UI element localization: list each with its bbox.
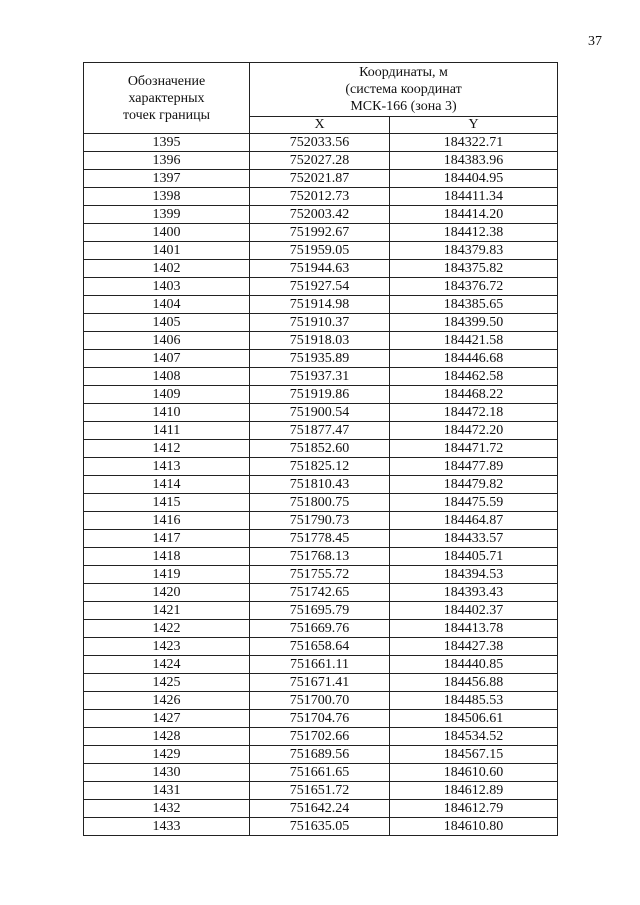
table-row	[84, 782, 558, 800]
point-number-cell: 1432	[84, 800, 250, 818]
x-coordinate-cell: 751877.47	[250, 422, 390, 440]
x-coordinate-cell: 751959.05	[250, 242, 390, 260]
x-coordinate-cell: 751669.76	[250, 620, 390, 638]
point-number-cell: 1403	[84, 278, 250, 296]
x-coordinate-cell: 751800.75	[250, 494, 390, 512]
x-coordinate-cell: 751927.54	[250, 278, 390, 296]
point-number-cell: 1431	[84, 782, 250, 800]
y-coordinate-cell: 184440.85	[390, 656, 558, 674]
x-coordinate-cell: 751900.54	[250, 404, 390, 422]
y-coordinate-cell: 184612.79	[390, 800, 558, 818]
point-number-cell: 1425	[84, 674, 250, 692]
x-coordinate-cell: 751704.76	[250, 710, 390, 728]
x-coordinate-cell: 751944.63	[250, 260, 390, 278]
y-coordinate-cell: 184427.38	[390, 638, 558, 656]
point-number-cell: 1400	[84, 224, 250, 242]
y-coordinate-cell: 184485.53	[390, 692, 558, 710]
point-number-cell: 1414	[84, 476, 250, 494]
point-number-cell: 1423	[84, 638, 250, 656]
x-coordinate-cell: 751642.24	[250, 800, 390, 818]
table-row	[84, 692, 558, 710]
table-row	[84, 620, 558, 638]
table-row	[84, 746, 558, 764]
point-number-cell: 1409	[84, 386, 250, 404]
x-coordinate-cell: 751852.60	[250, 440, 390, 458]
table-row	[84, 656, 558, 674]
x-coordinate-cell: 751937.31	[250, 368, 390, 386]
header-row-top	[84, 63, 558, 117]
x-coordinate-cell: 751702.66	[250, 728, 390, 746]
point-number-cell: 1413	[84, 458, 250, 476]
y-coordinate-cell: 184472.20	[390, 422, 558, 440]
table-row	[84, 548, 558, 566]
y-coordinate-cell: 184506.61	[390, 710, 558, 728]
point-number-cell: 1405	[84, 314, 250, 332]
x-coordinate-cell: 752012.73	[250, 188, 390, 206]
table-row	[84, 350, 558, 368]
y-coordinate-cell: 184567.15	[390, 746, 558, 764]
point-number-cell: 1427	[84, 710, 250, 728]
table-row	[84, 188, 558, 206]
table-row	[84, 584, 558, 602]
y-coordinate-cell: 184413.78	[390, 620, 558, 638]
table-row	[84, 296, 558, 314]
y-coordinate-cell: 184421.58	[390, 332, 558, 350]
table-row	[84, 386, 558, 404]
x-coordinate-cell: 751695.79	[250, 602, 390, 620]
coordinates-table-container	[83, 62, 557, 836]
x-coordinate-cell: 752027.28	[250, 152, 390, 170]
table-row	[84, 314, 558, 332]
x-coordinate-cell: 751778.45	[250, 530, 390, 548]
table-row	[84, 440, 558, 458]
header-coordinates: Координаты, м (система координат МСК-166 (зона 3)	[250, 63, 558, 117]
point-number-cell: 1408	[84, 368, 250, 386]
table-row	[84, 494, 558, 512]
y-coordinate-cell: 184464.87	[390, 512, 558, 530]
table-row	[84, 422, 558, 440]
table-row	[84, 404, 558, 422]
x-coordinate-cell: 751919.86	[250, 386, 390, 404]
table-row	[84, 260, 558, 278]
y-coordinate-cell: 184376.72	[390, 278, 558, 296]
table-row	[84, 332, 558, 350]
x-coordinate-cell: 751742.65	[250, 584, 390, 602]
x-coordinate-cell: 751992.67	[250, 224, 390, 242]
header-point-designation: Обозначение характерных точек границы	[84, 63, 250, 134]
x-coordinate-cell: 751935.89	[250, 350, 390, 368]
table-row	[84, 800, 558, 818]
table-row	[84, 512, 558, 530]
point-number-cell: 1411	[84, 422, 250, 440]
point-number-cell: 1430	[84, 764, 250, 782]
y-coordinate-cell: 184322.71	[390, 134, 558, 152]
point-number-cell: 1415	[84, 494, 250, 512]
table-row	[84, 170, 558, 188]
point-number-cell: 1416	[84, 512, 250, 530]
x-coordinate-cell: 751825.12	[250, 458, 390, 476]
y-coordinate-cell: 184462.58	[390, 368, 558, 386]
x-coordinate-cell: 751918.03	[250, 332, 390, 350]
point-number-cell: 1401	[84, 242, 250, 260]
point-number-cell: 1406	[84, 332, 250, 350]
point-number-cell: 1396	[84, 152, 250, 170]
x-coordinate-cell: 751651.72	[250, 782, 390, 800]
table-row	[84, 278, 558, 296]
table-row	[84, 818, 558, 836]
point-number-cell: 1428	[84, 728, 250, 746]
x-coordinate-cell: 751700.70	[250, 692, 390, 710]
y-coordinate-cell: 184399.50	[390, 314, 558, 332]
table-body	[84, 134, 558, 836]
coordinates-table	[83, 62, 558, 836]
y-coordinate-cell: 184475.59	[390, 494, 558, 512]
table-row	[84, 566, 558, 584]
y-coordinate-cell: 184610.80	[390, 818, 558, 836]
point-number-cell: 1404	[84, 296, 250, 314]
table-row	[84, 602, 558, 620]
table-row	[84, 134, 558, 152]
x-coordinate-cell: 752033.56	[250, 134, 390, 152]
table-row	[84, 224, 558, 242]
x-coordinate-cell: 751768.13	[250, 548, 390, 566]
point-number-cell: 1433	[84, 818, 250, 836]
x-coordinate-cell: 751661.65	[250, 764, 390, 782]
table-row	[84, 368, 558, 386]
table-row	[84, 764, 558, 782]
table-row	[84, 152, 558, 170]
point-number-cell: 1398	[84, 188, 250, 206]
y-coordinate-cell: 184393.43	[390, 584, 558, 602]
x-coordinate-cell: 751658.64	[250, 638, 390, 656]
table-row	[84, 638, 558, 656]
y-coordinate-cell: 184412.38	[390, 224, 558, 242]
point-number-cell: 1424	[84, 656, 250, 674]
y-coordinate-cell: 184433.57	[390, 530, 558, 548]
x-coordinate-cell: 752021.87	[250, 170, 390, 188]
y-coordinate-cell: 184471.72	[390, 440, 558, 458]
y-coordinate-cell: 184479.82	[390, 476, 558, 494]
y-coordinate-cell: 184375.82	[390, 260, 558, 278]
y-coordinate-cell: 184404.95	[390, 170, 558, 188]
point-number-cell: 1418	[84, 548, 250, 566]
x-coordinate-cell: 751790.73	[250, 512, 390, 530]
point-number-cell: 1397	[84, 170, 250, 188]
y-coordinate-cell: 184405.71	[390, 548, 558, 566]
table-row	[84, 242, 558, 260]
point-number-cell: 1421	[84, 602, 250, 620]
point-number-cell: 1407	[84, 350, 250, 368]
x-coordinate-cell: 751810.43	[250, 476, 390, 494]
header-x: X	[250, 116, 390, 133]
y-coordinate-cell: 184534.52	[390, 728, 558, 746]
table-row	[84, 674, 558, 692]
y-coordinate-cell: 184477.89	[390, 458, 558, 476]
point-number-cell: 1410	[84, 404, 250, 422]
y-coordinate-cell: 184394.53	[390, 566, 558, 584]
table-row	[84, 530, 558, 548]
x-coordinate-cell: 751671.41	[250, 674, 390, 692]
y-coordinate-cell: 184383.96	[390, 152, 558, 170]
point-number-cell: 1429	[84, 746, 250, 764]
table-row	[84, 710, 558, 728]
y-coordinate-cell: 184385.65	[390, 296, 558, 314]
y-coordinate-cell: 184402.37	[390, 602, 558, 620]
x-coordinate-cell: 751914.98	[250, 296, 390, 314]
y-coordinate-cell: 184612.89	[390, 782, 558, 800]
y-coordinate-cell: 184610.60	[390, 764, 558, 782]
y-coordinate-cell: 184446.68	[390, 350, 558, 368]
point-number-cell: 1422	[84, 620, 250, 638]
table-row	[84, 476, 558, 494]
y-coordinate-cell: 184472.18	[390, 404, 558, 422]
y-coordinate-cell: 184456.88	[390, 674, 558, 692]
table-row	[84, 458, 558, 476]
y-coordinate-cell: 184379.83	[390, 242, 558, 260]
table-header	[84, 63, 558, 134]
point-number-cell: 1412	[84, 440, 250, 458]
table-row	[84, 728, 558, 746]
header-y: Y	[390, 116, 558, 133]
point-number-cell: 1417	[84, 530, 250, 548]
x-coordinate-cell: 751755.72	[250, 566, 390, 584]
point-number-cell: 1420	[84, 584, 250, 602]
table-row	[84, 206, 558, 224]
y-coordinate-cell: 184411.34	[390, 188, 558, 206]
y-coordinate-cell: 184468.22	[390, 386, 558, 404]
point-number-cell: 1395	[84, 134, 250, 152]
x-coordinate-cell: 752003.42	[250, 206, 390, 224]
x-coordinate-cell: 751635.05	[250, 818, 390, 836]
page-number: 37	[588, 34, 602, 49]
point-number-cell: 1419	[84, 566, 250, 584]
point-number-cell: 1399	[84, 206, 250, 224]
x-coordinate-cell: 751689.56	[250, 746, 390, 764]
x-coordinate-cell: 751661.11	[250, 656, 390, 674]
x-coordinate-cell: 751910.37	[250, 314, 390, 332]
point-number-cell: 1426	[84, 692, 250, 710]
point-number-cell: 1402	[84, 260, 250, 278]
y-coordinate-cell: 184414.20	[390, 206, 558, 224]
